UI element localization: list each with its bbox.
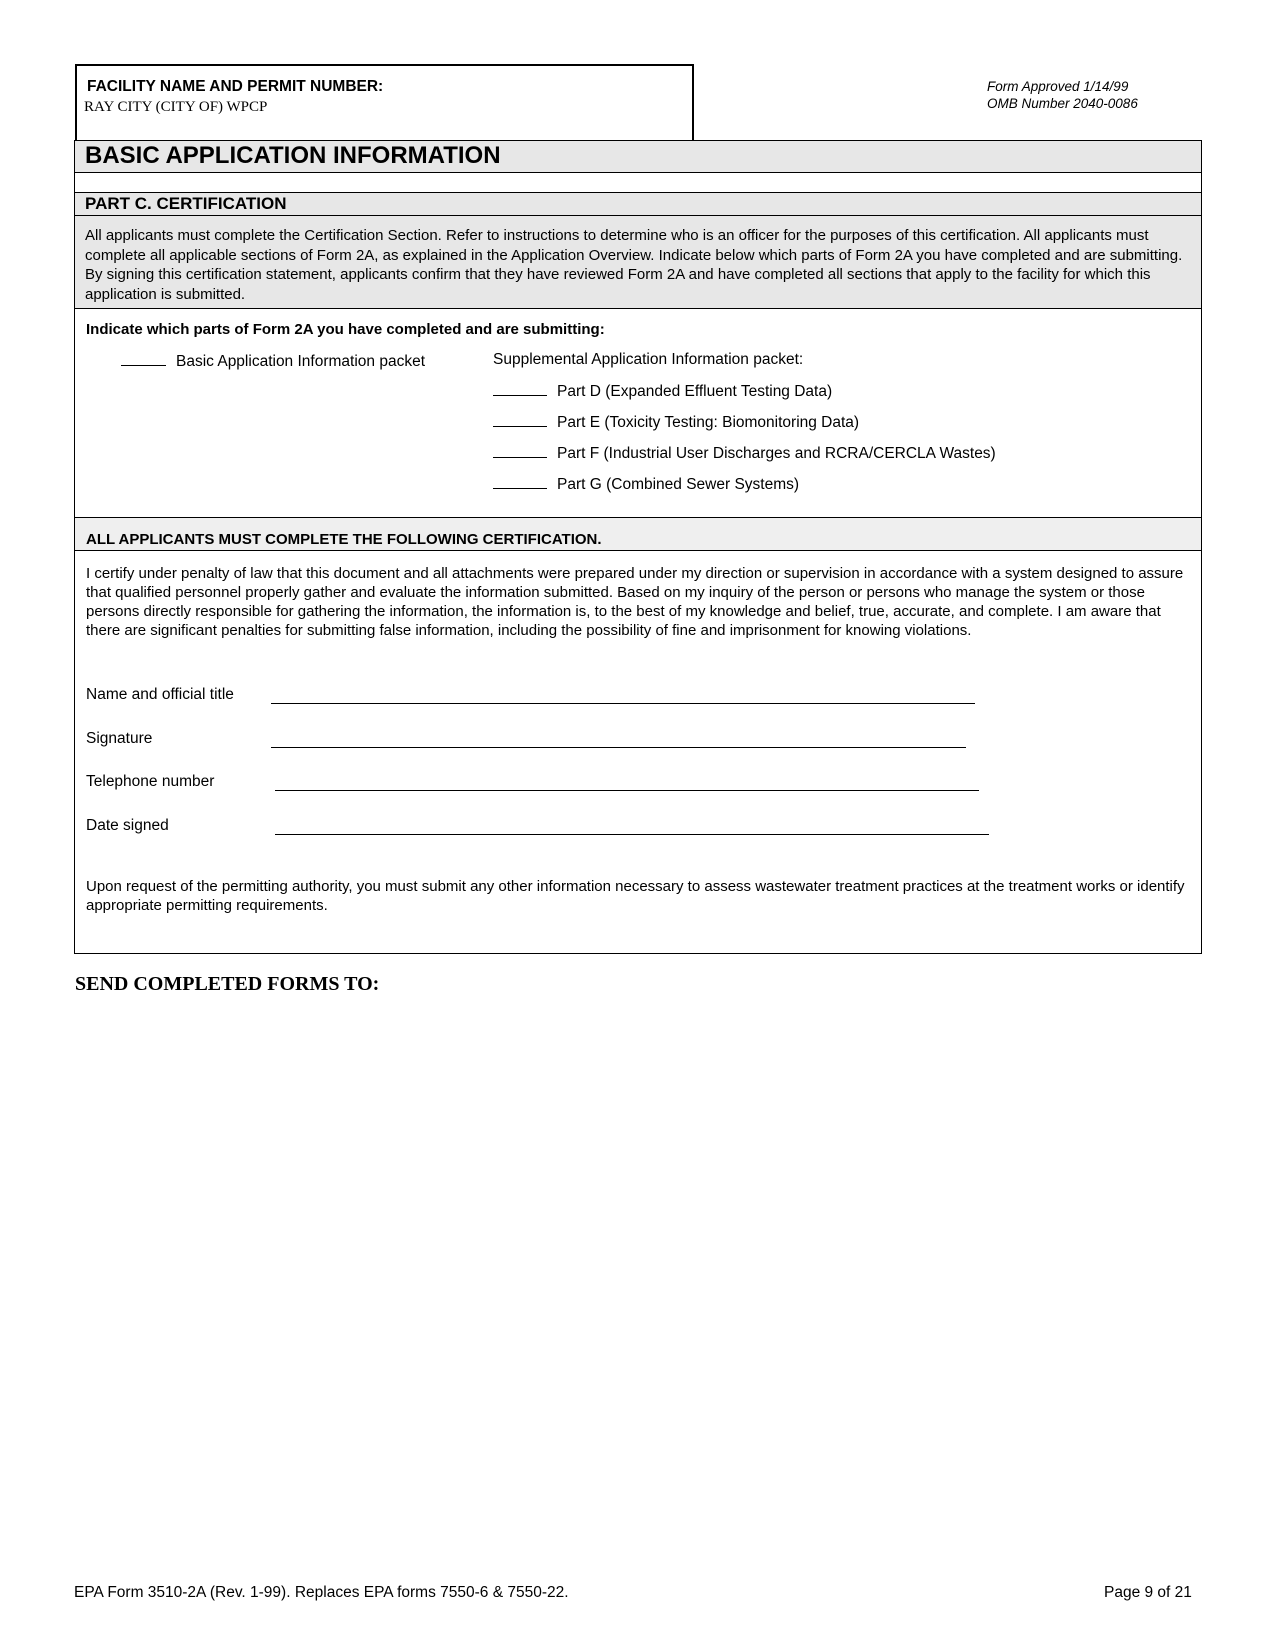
part-e-blank[interactable]	[493, 412, 547, 427]
date-signed-label: Date signed	[86, 817, 169, 834]
send-forms-heading: SEND COMPLETED FORMS TO:	[75, 973, 380, 995]
intro-instructions: All applicants must complete the Certification Section. Refer to instructions to determine who is an officer for the purposes of this certification. All applicants must complete all applicable sections of Form 2A, as explained in the Application Overview. Indicate below which parts of Form 2A you have completed and are submitting. By signing this certification statement, applicants confirm that they have reviewed Form 2A and have completed all sections that apply to the facility for which this application is submitted.	[75, 216, 1201, 309]
part-g-label: Part G (Combined Sewer Systems)	[557, 476, 800, 493]
option-part-e	[493, 412, 859, 432]
footer-page-number: Page 9 of 21	[1104, 1584, 1192, 1601]
option-part-f	[493, 443, 996, 463]
facility-label: FACILITY NAME AND PERMIT NUMBER:	[87, 78, 384, 95]
date-signed-line[interactable]	[275, 834, 989, 835]
part-f-label: Part F (Industrial User Discharges and RCRA/CERCLA Wastes)	[557, 445, 996, 462]
name-title-line[interactable]	[271, 703, 975, 704]
part-g-blank[interactable]	[493, 474, 547, 489]
parts-question: Indicate which parts of Form 2A you have completed and are submitting:	[86, 321, 605, 338]
omb-number: OMB Number 2040-0086	[987, 96, 1138, 111]
footer-form-id: EPA Form 3510-2A (Rev. 1-99). Replaces EPA forms 7550-6 & 7550-22.	[74, 1584, 569, 1601]
part-d-label: Part D (Expanded Effluent Testing Data)	[557, 383, 833, 400]
telephone-line[interactable]	[275, 790, 979, 791]
part-e-label: Part E (Toxicity Testing: Biomonitoring Data)	[557, 414, 860, 431]
certification-statement: I certify under penalty of law that this document and all attachments were prepared under my direction or supervision in accordance with a system designed to assure that qualified personnel properly gather and evaluate the information submitted. Based on my inquiry of the person or persons who manage the system or those persons directly responsible for gathering the information, the information is, to the best of my knowledge and belief, true, accurate, and complete. I am aware that there are significant penalties for submitting false information, including the possibility of fine and imprisonment for knowing violations.	[86, 565, 1184, 639]
form-approved-date: Form Approved 1/14/99	[987, 79, 1129, 94]
certification-heading: ALL APPLICANTS MUST COMPLETE THE FOLLOWING CERTIFICATION.	[75, 517, 1201, 551]
basic-packet-label: Basic Application Information packet	[176, 353, 425, 370]
option-basic-packet	[121, 351, 425, 371]
name-title-label: Name and official title	[86, 686, 234, 703]
facility-header-box	[75, 64, 694, 140]
supplemental-packet-title: Supplemental Application Information packet:	[493, 351, 804, 368]
basic-packet-blank[interactable]	[121, 351, 166, 366]
part-d-blank[interactable]	[493, 381, 547, 396]
signature-label: Signature	[86, 730, 153, 747]
part-f-blank[interactable]	[493, 443, 547, 458]
telephone-label: Telephone number	[86, 773, 215, 790]
part-heading: PART C. CERTIFICATION	[75, 193, 1201, 216]
upon-request-note: Upon request of the permitting authority, you must submit any other information necessary to assess wastewater treatment practices at the treatment works or identify appropriate permitting requirements.	[86, 878, 1185, 914]
section-title: BASIC APPLICATION INFORMATION	[75, 141, 1201, 173]
option-part-g	[493, 474, 799, 494]
facility-value: RAY CITY (CITY OF) WPCP	[84, 99, 268, 115]
certification-form	[74, 140, 1202, 954]
section-spacer	[75, 173, 1201, 193]
form-approval-info	[987, 78, 1138, 112]
option-part-d	[493, 381, 832, 401]
signature-line[interactable]	[271, 747, 966, 748]
